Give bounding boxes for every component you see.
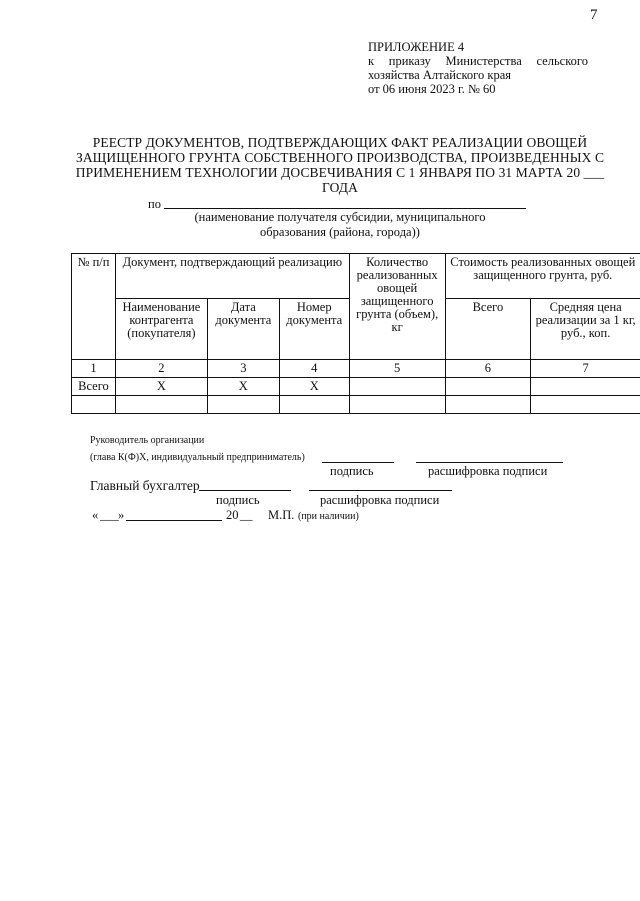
year-blank[interactable]: __ bbox=[240, 508, 253, 522]
date-close-quote: » bbox=[118, 508, 125, 522]
empty-cell[interactable] bbox=[349, 396, 445, 414]
empty-row bbox=[72, 396, 640, 414]
recipient-field-line[interactable] bbox=[164, 208, 526, 209]
empty-cell[interactable] bbox=[445, 396, 531, 414]
appendix-word: приказу bbox=[388, 54, 431, 68]
total-cell[interactable] bbox=[349, 378, 445, 396]
date-day-blank[interactable]: ___ bbox=[100, 508, 119, 522]
total-cell[interactable] bbox=[445, 378, 531, 396]
appendix-order-line bbox=[368, 54, 588, 68]
head-signature-caption: подпись bbox=[330, 464, 374, 478]
caption-line: (наименование получателя субсидии, муниципального bbox=[194, 210, 486, 224]
page-number: 7 bbox=[590, 7, 598, 23]
header-quantity: Количество реализованных овощей защищенного грунта (объем), кг bbox=[349, 254, 445, 360]
empty-cell[interactable] bbox=[279, 396, 349, 414]
total-cell[interactable] bbox=[531, 378, 640, 396]
appendix-ministry: хозяйства Алтайского края bbox=[368, 68, 511, 82]
column-number-row bbox=[72, 360, 640, 378]
total-cell: X bbox=[279, 378, 349, 396]
total-label: Всего bbox=[72, 378, 116, 396]
appendix-word: Министерства bbox=[445, 54, 522, 68]
appendix-date: от 06 июня 2023 г. № 60 bbox=[368, 82, 496, 96]
column-number: 2 bbox=[115, 360, 207, 378]
total-cell: X bbox=[207, 378, 279, 396]
table-header-row bbox=[72, 254, 640, 299]
column-number: 6 bbox=[445, 360, 531, 378]
head-of-org-sublabel: (глава К(Ф)Х, индивидуальный предприниматель) bbox=[90, 452, 305, 463]
year-prefix: 20 bbox=[226, 508, 239, 522]
stamp-label: М.П. bbox=[268, 508, 295, 522]
date-open-quote: « bbox=[92, 508, 99, 522]
title-line: ГОДА bbox=[322, 180, 358, 195]
head-decode-line[interactable] bbox=[416, 462, 563, 463]
title-line: ПРИМЕНЕНИЕМ ТЕХНОЛОГИИ ДОСВЕЧИВАНИЯ С 1 ЯНВАРЯ ПО 31 МАРТА 20 ___ bbox=[75, 165, 605, 180]
caption-line: образования (района, города)) bbox=[260, 225, 420, 239]
title-line: РЕЕСТР ДОКУМЕНТОВ, ПОДТВЕРЖДАЮЩИХ ФАКТ РЕАЛИЗАЦИИ ОВОЩЕЙ bbox=[92, 135, 588, 150]
header-doc-number: Номер документа bbox=[279, 299, 349, 360]
header-contractor: Наименование контрагента (покупателя) bbox=[115, 299, 207, 360]
accountant-signature-caption: подпись bbox=[216, 493, 260, 507]
column-number: 3 bbox=[207, 360, 279, 378]
document-title bbox=[60, 135, 620, 195]
empty-cell[interactable] bbox=[115, 396, 207, 414]
empty-cell[interactable] bbox=[531, 396, 640, 414]
total-cell: X bbox=[115, 378, 207, 396]
head-signature-line[interactable] bbox=[322, 462, 394, 463]
recipient-caption bbox=[160, 210, 520, 240]
column-number: 4 bbox=[279, 360, 349, 378]
column-number: 5 bbox=[349, 360, 445, 378]
date-month-line[interactable] bbox=[126, 520, 222, 521]
appendix-word: сельского bbox=[536, 54, 588, 68]
header-avg-price: Средняя цена реализации за 1 кг, руб., коп. bbox=[531, 299, 640, 360]
header-date: Дата документа bbox=[207, 299, 279, 360]
total-row bbox=[72, 378, 640, 396]
registry-table bbox=[71, 253, 640, 414]
title-line: ЗАЩИЩЕННОГО ГРУНТА СОБСТВЕННОГО ПРОИЗВОДСТВА, ПРОИЗВЕДЕННЫХ С bbox=[75, 150, 605, 165]
header-cost: Стоимость реализованных овощей защищенного грунта, руб. bbox=[445, 254, 640, 299]
appendix-block bbox=[368, 40, 588, 96]
head-of-org-label: Руководитель организации bbox=[90, 435, 205, 446]
header-document: Документ, подтверждающий реализацию bbox=[115, 254, 349, 299]
empty-cell[interactable] bbox=[72, 396, 116, 414]
appendix-word: к bbox=[368, 54, 375, 68]
stamp-note: (при наличии) bbox=[298, 511, 359, 522]
head-decode-caption: расшифровка подписи bbox=[428, 464, 548, 478]
accountant-label: Главный бухгалтер bbox=[90, 478, 200, 493]
empty-cell[interactable] bbox=[207, 396, 279, 414]
recipient-prefix: по bbox=[148, 197, 161, 211]
appendix-title: ПРИЛОЖЕНИЕ 4 bbox=[368, 40, 465, 54]
accountant-decode-line[interactable] bbox=[309, 490, 452, 491]
accountant-signature-line[interactable] bbox=[199, 490, 291, 491]
column-number: 7 bbox=[531, 360, 640, 378]
column-number: 1 bbox=[72, 360, 116, 378]
header-number: № п/п bbox=[72, 254, 116, 360]
accountant-decode-caption: расшифровка подписи bbox=[320, 493, 440, 507]
header-total: Всего bbox=[445, 299, 531, 360]
